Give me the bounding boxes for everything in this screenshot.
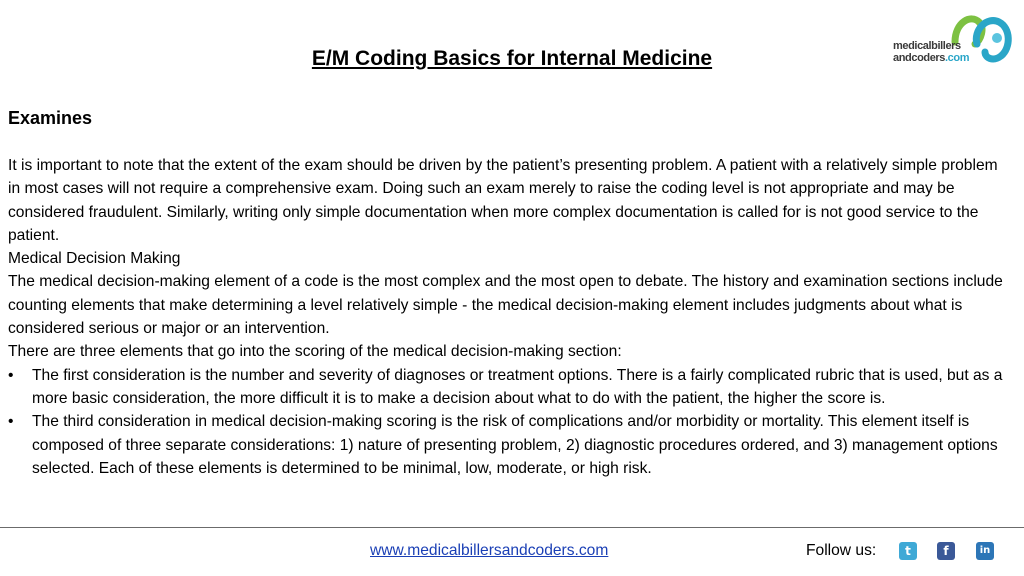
- footer-divider: [0, 527, 1024, 528]
- logo-wordmark: [893, 40, 1013, 64]
- twitter-icon[interactable]: t: [899, 542, 917, 560]
- logo-line-1: medicalbillers: [893, 40, 961, 52]
- list-item-text: The first consideration is the number and severity of diagnoses or treatment options. There is a fairly complicated rubric that is used, but as a more basic consideration, the more difficult it is to make a decision about what to do with the patient, the higher the score is.: [32, 366, 1003, 407]
- linkedin-icon[interactable]: in: [976, 542, 994, 560]
- body-content: [8, 154, 1008, 480]
- slide-title: E/M Coding Basics for Internal Medicine: [311, 47, 713, 70]
- list-item: [8, 410, 1008, 480]
- paragraph-exam-extent: It is important to note that the extent of the exam should be driven by the patient’s presenting problem. A patient with a relatively simple problem in most cases will not require a comprehensive exam. Doing such an exam merely to raise the coding level is not appropriate and may be considered fraudulent. Similarly, writing only simple documentation when more complex documentation is called for is not good service to the patient.: [8, 157, 998, 244]
- bullet-list: [8, 364, 1008, 480]
- subheading-medical-decision-making: Medical Decision Making: [8, 250, 181, 268]
- bullet-glyph: •: [8, 366, 14, 384]
- company-logo: [893, 12, 1013, 74]
- paragraph-three-elements: There are three elements that go into the scoring of the medical decision-making section:: [8, 343, 622, 361]
- bullet-glyph: •: [8, 413, 14, 431]
- logo-line-2-suffix: .com: [945, 52, 970, 64]
- paragraph-mdm-complexity: The medical decision-making element of a code is the most complex and the most open to debate. The history and examination sections include counting elements that make determining a level relatively simple - the medical decision-making element includes judgments about what is considered serious or major or an intervention.: [8, 273, 1003, 338]
- follow-us-label: Follow us:: [806, 542, 877, 559]
- facebook-icon[interactable]: f: [937, 542, 955, 560]
- list-item-text: The third consideration in medical decision-making scoring is the risk of complications and/or morbidity or mortality. This element itself is composed of three separate considerations: 1) nature of presenting problem, 2) diagnostic procedures ordered, and 3) management options selected. Each of these elements is determined to be minimal, low, moderate, or high risk.: [32, 413, 998, 477]
- logo-line-2-main: andcoders: [893, 52, 946, 64]
- list-item: [8, 364, 1008, 411]
- website-link[interactable]: www.medicalbillersandcoders.com: [370, 542, 609, 559]
- logo-line-2: [893, 52, 1013, 64]
- section-heading: Examines: [8, 108, 93, 128]
